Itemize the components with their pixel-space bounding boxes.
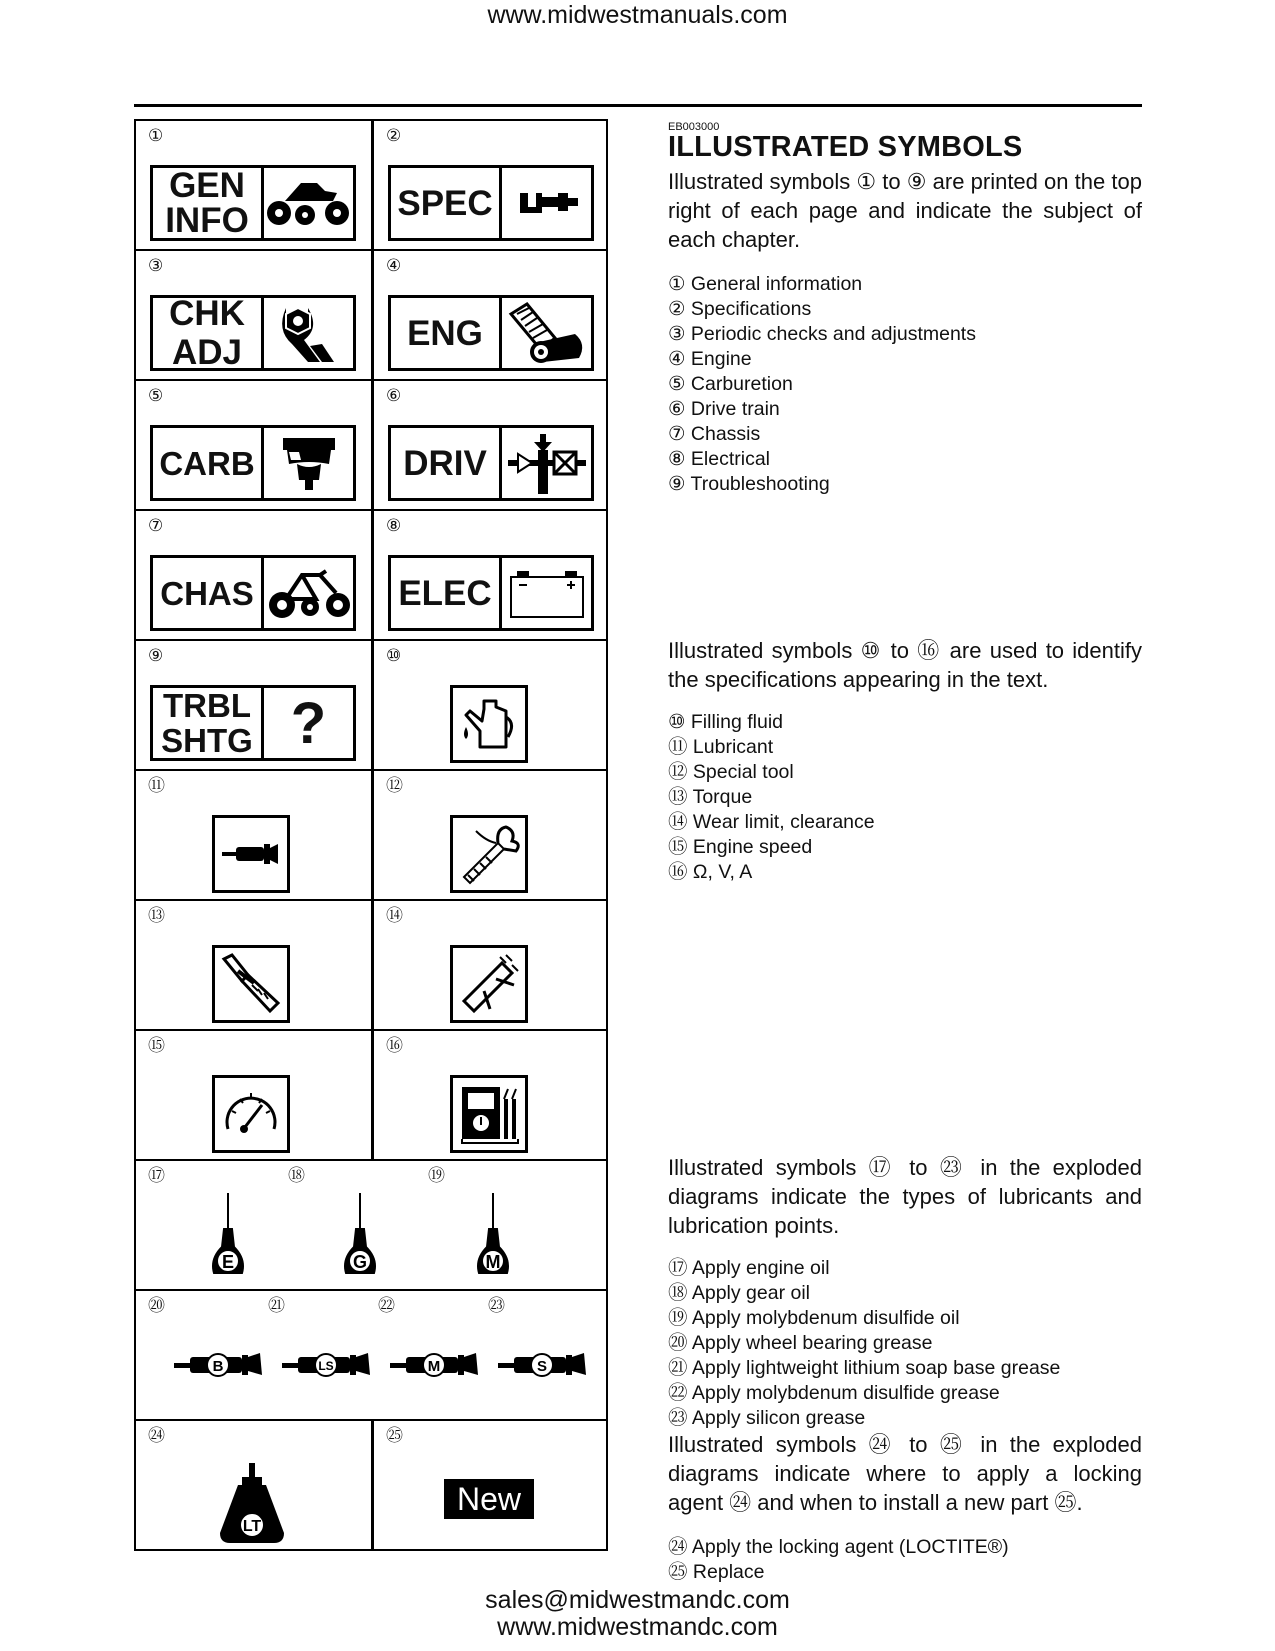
list-item: ⑩ Filling fluid bbox=[668, 711, 784, 733]
eng-label: ENG bbox=[388, 295, 594, 371]
footer-email: sales@midwestmandc.com bbox=[485, 1586, 790, 1614]
list-item: ⑭ Wear limit, clearance bbox=[668, 811, 875, 833]
symbol-number: ⑬ bbox=[148, 906, 165, 925]
symbols-row bbox=[136, 769, 606, 899]
svg-text:LT: LT bbox=[242, 1518, 262, 1535]
symbol-number: ⑰ bbox=[148, 1166, 165, 1185]
special-tool-icon bbox=[456, 821, 522, 887]
symbol-cell-25 bbox=[371, 1421, 606, 1549]
symbol-number: ④ bbox=[386, 256, 402, 275]
list-item: ⑮ Engine speed bbox=[668, 836, 813, 858]
list-item: ㉔ Apply the locking agent (LOCTITE®) bbox=[668, 1536, 1009, 1558]
trbl-shtg-label: TRBL SHTG ? bbox=[150, 685, 356, 761]
symbol-cell-5 bbox=[136, 381, 371, 509]
list-item: ④ Engine bbox=[668, 348, 752, 370]
list-item: ⑥ Drive train bbox=[668, 398, 780, 420]
symbol-number: ⑩ bbox=[386, 646, 402, 665]
symbols-row bbox=[136, 639, 606, 769]
symbol-number: ⑭ bbox=[386, 906, 403, 925]
wheel-bearing-grease-icon bbox=[174, 1353, 262, 1376]
symbol-cell-9 bbox=[136, 641, 371, 769]
filling-fluid-box bbox=[450, 685, 528, 763]
symbol-number: ⑲ bbox=[428, 1166, 445, 1185]
moly-grease-icon bbox=[390, 1353, 478, 1376]
chas-label: CHAS bbox=[150, 555, 356, 631]
list-item: ⑫ Special tool bbox=[668, 761, 794, 783]
gear-oil-icon bbox=[345, 1193, 375, 1273]
grease-gun-icons bbox=[174, 1343, 594, 1393]
symbol-number: ⑧ bbox=[386, 516, 402, 535]
symbol-cell-8 bbox=[371, 511, 606, 639]
symbols-row bbox=[136, 379, 606, 509]
section-title: ILLUSTRATED SYMBOLS bbox=[668, 131, 1023, 163]
symbol-number: ⑨ bbox=[148, 646, 164, 665]
header-url: www.midwestmanuals.com bbox=[487, 1, 788, 29]
multimeter-icon bbox=[456, 1081, 522, 1147]
symbols-row bbox=[136, 1159, 606, 1289]
symbol-cell-12 bbox=[371, 771, 606, 899]
list-item: ㉕ Replace bbox=[668, 1561, 765, 1583]
silicon-grease-icon bbox=[498, 1353, 586, 1376]
list-item: ⑳ Apply wheel bearing grease bbox=[668, 1332, 933, 1354]
driv-label: DRIV bbox=[388, 425, 594, 501]
svg-text:B: B bbox=[212, 1358, 224, 1375]
symbol-cell-15 bbox=[136, 1031, 371, 1159]
list-item: ① General information bbox=[668, 273, 863, 295]
symbol-cell-4 bbox=[371, 251, 606, 379]
symbol-number: ㉕ bbox=[386, 1426, 403, 1445]
engine-speed-box bbox=[212, 1075, 290, 1153]
footer-url: www.midwestmandc.com bbox=[497, 1613, 778, 1641]
list-item: ② Specifications bbox=[668, 298, 812, 320]
spec-symbols-list bbox=[668, 710, 1142, 885]
oil-can-icon bbox=[456, 693, 522, 755]
symbol-number: ① bbox=[148, 126, 164, 145]
symbol-cell-20-23 bbox=[136, 1291, 606, 1419]
list-item: ③ Periodic checks and adjustments bbox=[668, 323, 976, 345]
locking-symbols-list bbox=[668, 1535, 1142, 1585]
header-rule bbox=[134, 104, 1142, 107]
atv-icon bbox=[265, 173, 353, 233]
symbols-table bbox=[134, 119, 608, 1551]
new-part-label: New bbox=[444, 1479, 534, 1519]
list-item: ㉓ Apply silicon grease bbox=[668, 1407, 866, 1429]
symbol-cell-11 bbox=[136, 771, 371, 899]
symbol-number: ㉒ bbox=[378, 1296, 395, 1315]
carb-label: CARB bbox=[150, 425, 356, 501]
symbol-number: ⑥ bbox=[386, 386, 402, 405]
list-item: ㉑ Apply lightweight lithium soap base grease bbox=[668, 1357, 1061, 1379]
question-icon: ? bbox=[290, 690, 327, 756]
symbols-row bbox=[136, 1419, 606, 1549]
list-item: ⑯ Ω, V, A bbox=[668, 861, 753, 883]
intro-paragraph-2: Illustrated symbols ⑩ to ⑯ are used to identify the specifications appearing in the text. bbox=[668, 638, 1142, 692]
symbol-cell-6 bbox=[371, 381, 606, 509]
symbol-number: ⑫ bbox=[386, 776, 403, 795]
symbol-cell-14 bbox=[371, 901, 606, 1029]
symbol-cell-13 bbox=[136, 901, 371, 1029]
symbol-cell-2 bbox=[371, 121, 606, 249]
lithium-grease-icon bbox=[282, 1353, 370, 1376]
engine-oil-icon bbox=[213, 1193, 243, 1273]
svg-text:M: M bbox=[427, 1358, 441, 1375]
symbol-number: ㉓ bbox=[488, 1296, 505, 1315]
symbol-number: ⑦ bbox=[148, 516, 164, 535]
list-item: ⑦ Chassis bbox=[668, 423, 761, 445]
svg-text:G: G bbox=[352, 1252, 368, 1272]
symbol-number: ⑯ bbox=[386, 1036, 403, 1055]
carburetor-icon bbox=[279, 430, 339, 496]
lubricant-symbols-list bbox=[668, 1256, 1142, 1431]
tool-icon bbox=[512, 183, 582, 223]
list-item: ⑬ Torque bbox=[668, 786, 753, 808]
elec-label: ELEC bbox=[388, 555, 594, 631]
chk-adj-label: CHK ADJ bbox=[150, 295, 356, 371]
list-item: ⑧ Electrical bbox=[668, 448, 771, 470]
list-item: ㉒ Apply molybdenum disulfide grease bbox=[668, 1382, 1000, 1404]
list-item: ⑰ Apply engine oil bbox=[668, 1257, 830, 1279]
symbol-number: ㉔ bbox=[148, 1426, 165, 1445]
svg-text:M: M bbox=[485, 1252, 501, 1272]
oil-bottle-icons bbox=[196, 1189, 556, 1281]
chassis-icon bbox=[266, 563, 352, 623]
symbols-row bbox=[136, 1289, 606, 1419]
symbols-row bbox=[136, 249, 606, 379]
gen-info-label: GEN INFO bbox=[150, 165, 356, 241]
lubricant-box bbox=[212, 815, 290, 893]
intro-paragraph-4: Illustrated symbols ㉔ to ㉕ in the exploded diagrams indicate where to apply a locking agent ㉔ and when to install a new part ㉕. bbox=[668, 1432, 1142, 1515]
list-item: ⑪ Lubricant bbox=[668, 736, 774, 758]
symbol-cell-7 bbox=[136, 511, 371, 639]
battery-icon bbox=[507, 565, 587, 621]
symbol-cell-10 bbox=[371, 641, 606, 769]
symbol-number: ㉑ bbox=[268, 1296, 285, 1315]
intro-paragraph-1: Illustrated symbols ① to ⑨ are printed on the top right of each page and indicate the subject of each chapter. bbox=[668, 169, 1142, 252]
symbol-cell-1 bbox=[136, 121, 371, 249]
chapter-symbols-list bbox=[668, 272, 1142, 497]
symbols-row bbox=[136, 1029, 606, 1159]
symbol-number: ③ bbox=[148, 256, 164, 275]
list-item: ⑨ Troubleshooting bbox=[668, 473, 830, 495]
symbol-number: ⑤ bbox=[148, 386, 164, 405]
symbol-cell-17-19 bbox=[136, 1161, 606, 1289]
caliper-icon bbox=[456, 951, 522, 1017]
svg-text:LS: LS bbox=[318, 1359, 334, 1373]
list-item: ⑱ Apply gear oil bbox=[668, 1282, 810, 1304]
moly-oil-icon bbox=[478, 1193, 508, 1273]
piston-icon bbox=[505, 300, 589, 366]
locking-agent-icon bbox=[212, 1461, 292, 1547]
torque-box bbox=[212, 945, 290, 1023]
svg-text:S: S bbox=[536, 1358, 548, 1375]
section-code: EB003000 bbox=[668, 121, 720, 133]
symbol-number: ⑮ bbox=[148, 1036, 165, 1055]
wrench-nut-icon bbox=[274, 300, 344, 366]
svg-text:E: E bbox=[221, 1252, 235, 1272]
wear-limit-box bbox=[450, 945, 528, 1023]
symbols-row bbox=[136, 509, 606, 639]
symbol-number: ⑱ bbox=[288, 1166, 305, 1185]
symbol-cell-24 bbox=[136, 1421, 371, 1549]
tachometer-icon bbox=[218, 1081, 284, 1147]
intro-paragraph-3: Illustrated symbols ⑰ to ㉓ in the exploded diagrams indicate the types of lubricants and lubrication points. bbox=[668, 1155, 1142, 1238]
list-item: ⑲ Apply molybdenum disulfide oil bbox=[668, 1307, 960, 1329]
spec-label: SPEC bbox=[388, 165, 594, 241]
symbol-cell-3 bbox=[136, 251, 371, 379]
torque-wrench-icon bbox=[218, 951, 284, 1017]
symbol-number: ② bbox=[386, 126, 402, 145]
drive-shaft-icon bbox=[504, 430, 590, 496]
symbol-number: ⑳ bbox=[148, 1296, 165, 1315]
symbol-number: ⑪ bbox=[148, 776, 165, 795]
symbols-row bbox=[136, 121, 606, 249]
meter-box bbox=[450, 1075, 528, 1153]
list-item: ⑤ Carburetion bbox=[668, 373, 793, 395]
grease-gun-icon bbox=[218, 834, 284, 874]
symbols-row bbox=[136, 899, 606, 1029]
symbol-cell-16 bbox=[371, 1031, 606, 1159]
special-tool-box bbox=[450, 815, 528, 893]
